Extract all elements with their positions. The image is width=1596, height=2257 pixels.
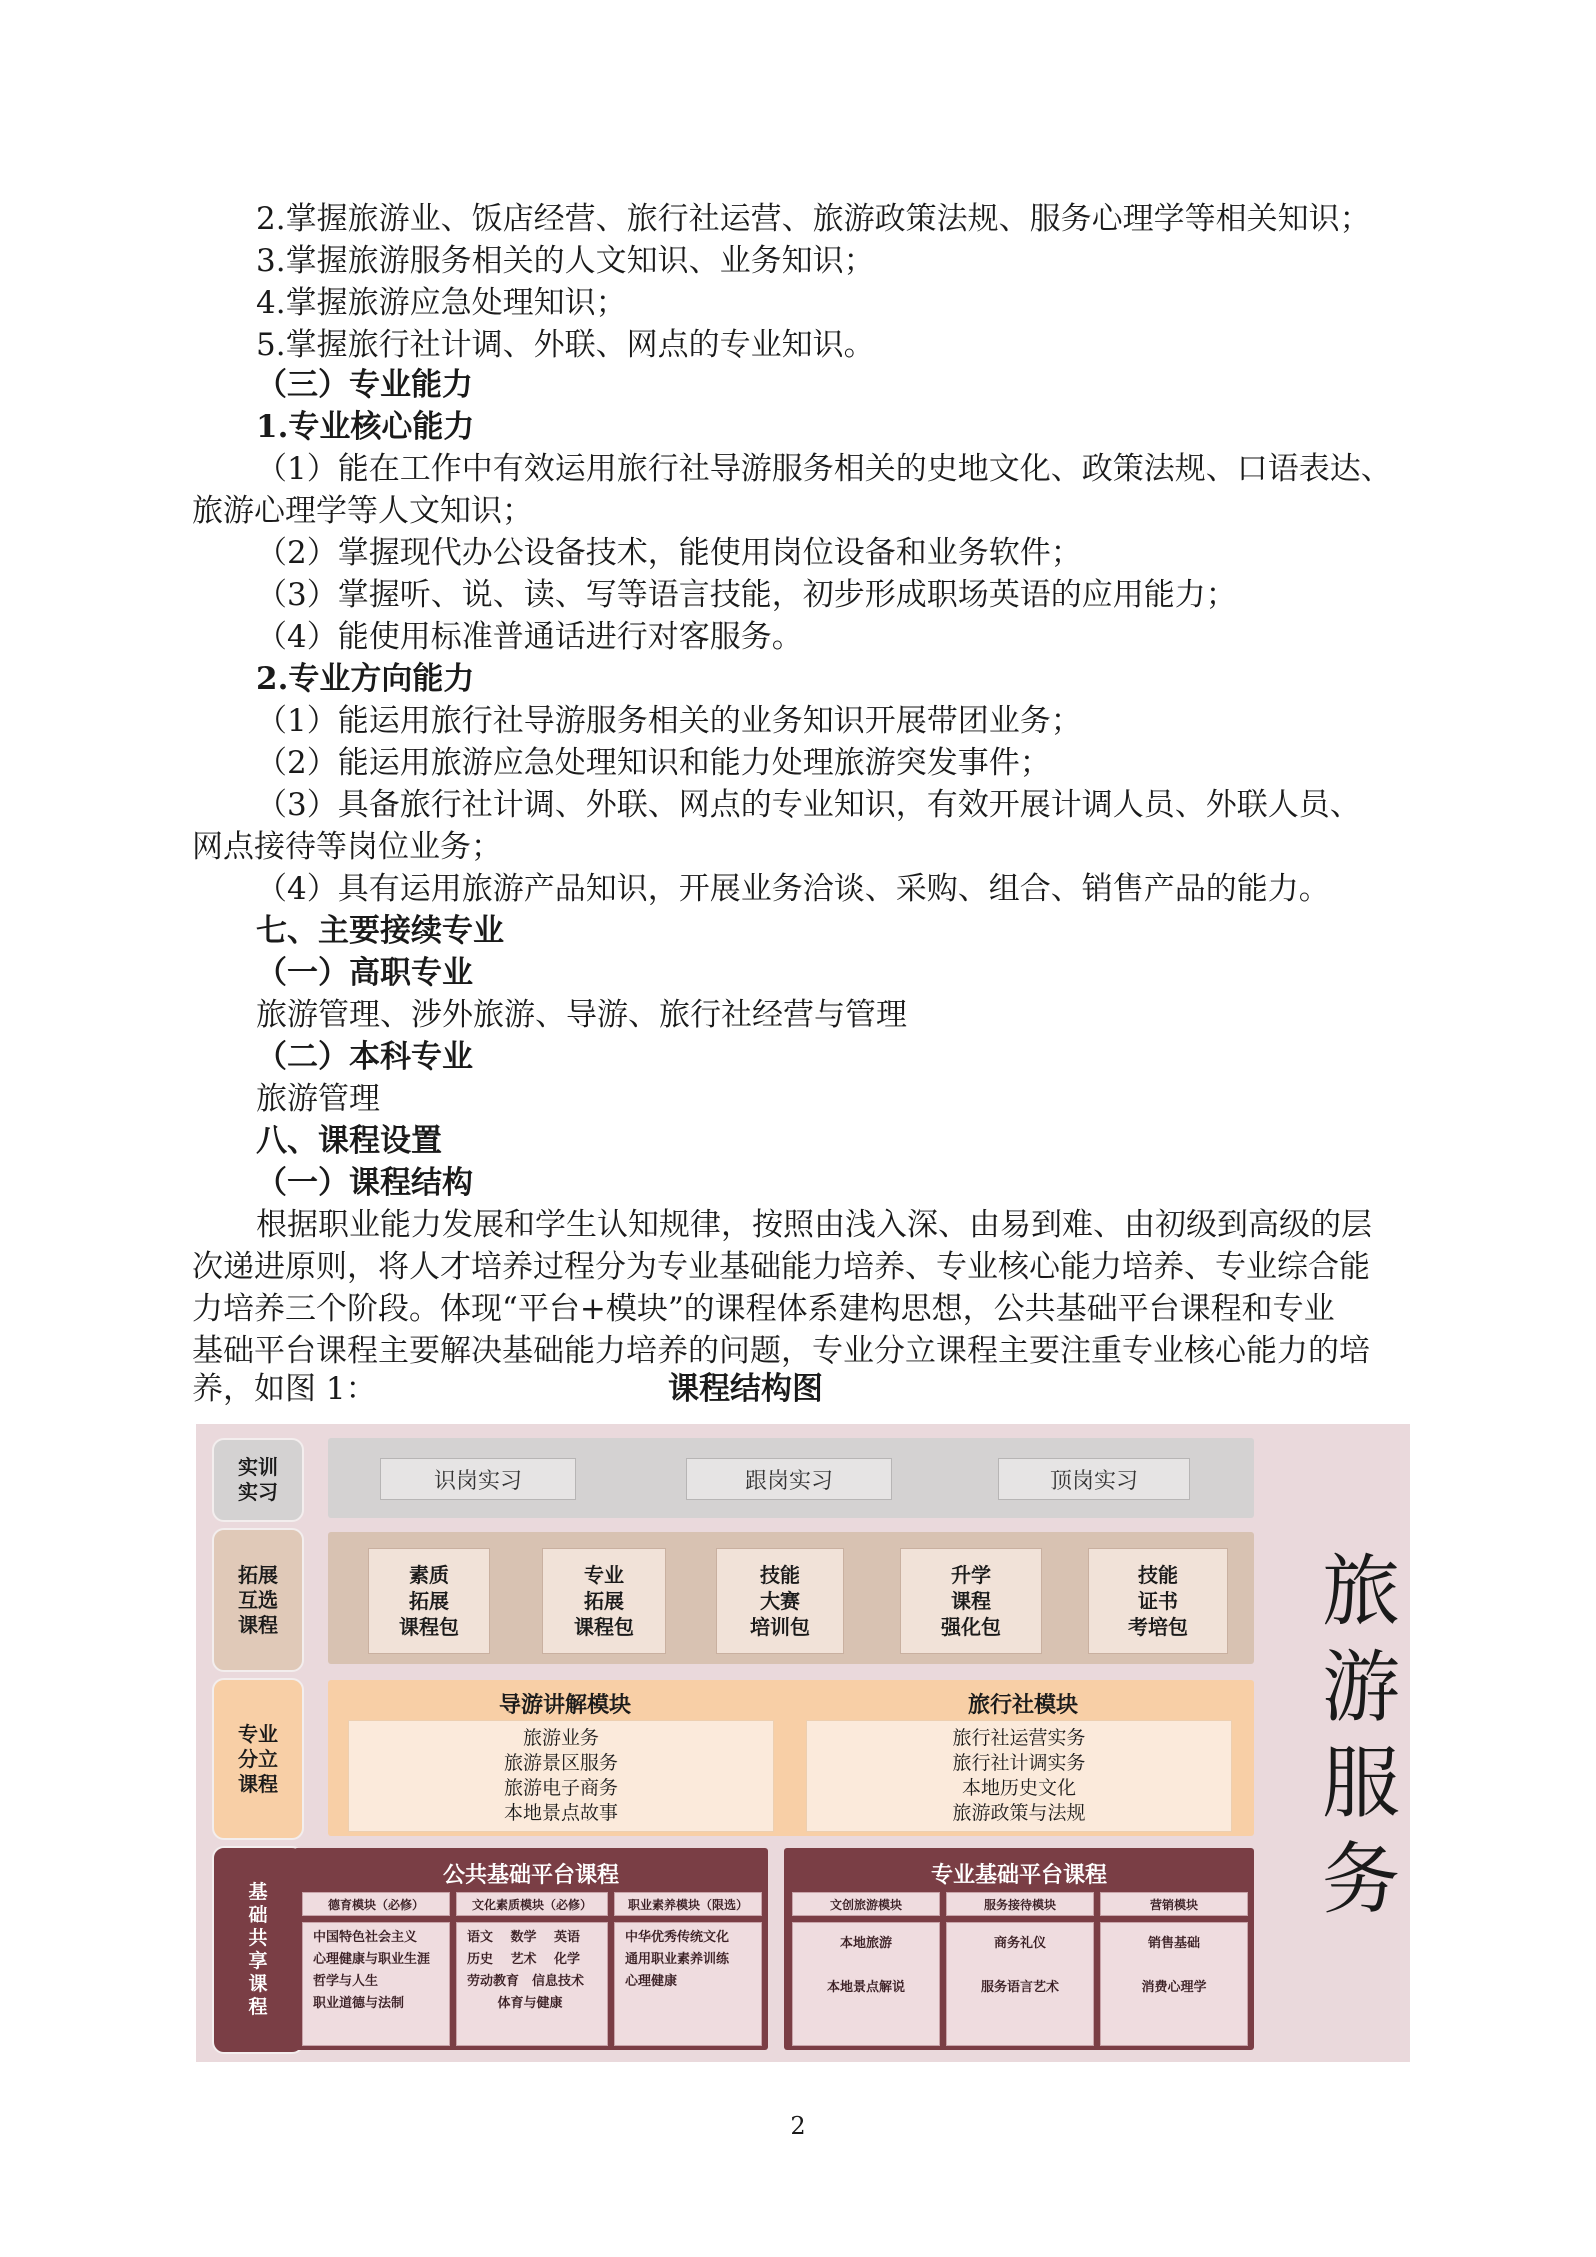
section-heading: 七、主要接续专业 <box>256 913 504 949</box>
text-line: 4.掌握旅游应急处理知识； <box>256 285 627 321</box>
public-tab: 文化素质模块（必修） <box>456 1892 608 1916</box>
text-line: 旅游心理学等人文知识； <box>192 493 533 529</box>
section-heading: （一）课程结构 <box>256 1165 473 1201</box>
internship-panel <box>328 1438 1254 1518</box>
module-title: 旅行社模块 <box>967 1693 1078 1718</box>
section-heading: 八、课程设置 <box>256 1123 442 1159</box>
text-line: （4）具有运用旅游产品知识，开展业务洽谈、采购、组合、销售产品的能力。 <box>256 871 1330 907</box>
expansion-package: 技能 大赛 培训包 <box>716 1548 844 1654</box>
section-heading: 2.专业方向能力 <box>256 661 475 697</box>
professional-courses: 销售基础 消费心理学 <box>1100 1922 1248 2046</box>
internship-item: 识岗实习 <box>380 1458 576 1500</box>
expansion-panel <box>328 1532 1254 1664</box>
text-line: （3）具备旅行社计调、外联、网点的专业知识，有效开展计调人员、外联人员、 <box>256 787 1361 823</box>
professional-tab: 服务接待模块 <box>946 1892 1094 1916</box>
text-line: （1）能运用旅行社导游服务相关的业务知识开展带团业务； <box>256 703 1082 739</box>
section-heading: （二）本科专业 <box>256 1039 473 1075</box>
diagram-side-title: 旅 游 服 务 <box>1321 1547 1400 1925</box>
figure-title: 课程结构图 <box>668 1371 823 1407</box>
row-label-expansion: 拓展 互选 课程 <box>212 1528 304 1672</box>
course-structure-diagram <box>196 1424 1410 2062</box>
internship-item: 跟岗实习 <box>686 1458 892 1500</box>
professional-platform-panel <box>784 1848 1254 2050</box>
section-heading: （一）高职专业 <box>256 955 473 991</box>
text-line: （2）掌握现代办公设备技术，能使用岗位设备和业务软件； <box>256 535 1082 571</box>
row-label-internship: 实训 实习 <box>212 1438 304 1522</box>
text-line: 5.掌握旅行社计调、外联、网点的专业知识。 <box>256 327 875 363</box>
expansion-package: 升学 课程 强化包 <box>900 1548 1042 1654</box>
text-line: 2.掌握旅游业、饭店经营、旅行社运营、旅游政策法规、服务心理学等相关知识； <box>256 201 1371 237</box>
module-title: 导游讲解模块 <box>498 1693 631 1718</box>
public-courses: 语文 数学 英语 历史 艺术 化学 劳动教育 信息技术 体育与健康 <box>456 1922 608 2046</box>
page-number: 2 <box>790 2112 806 2140</box>
row-label-foundation: 基 础 共 享 课 程 <box>212 1846 304 2054</box>
text-line: 旅游管理、涉外旅游、导游、旅行社经营与管理 <box>256 997 907 1033</box>
text-line: （4）能使用标准普通话进行对客服务。 <box>256 619 803 655</box>
public-courses: 中华优秀传统文化 通用职业素养训练 心理健康 <box>614 1922 762 2046</box>
professional-tab: 文创旅游模块 <box>792 1892 940 1916</box>
public-courses: 中国特色社会主义 心理健康与职业生涯 哲学与人生 职业道德与法制 <box>302 1922 450 2046</box>
text-line: （3）掌握听、说、读、写等语言技能，初步形成职场英语的应用能力； <box>256 577 1237 613</box>
text-line: （1）能在工作中有效运用旅行社导游服务相关的史地文化、政策法规、口语表达、 <box>256 451 1392 487</box>
section-heading: （三）专业能力 <box>256 367 473 403</box>
text-line: 力培养三个阶段。体现“平台+模块”的课程体系建构思想，公共基础平台课程和专业 <box>192 1291 1335 1327</box>
text-line: 基础平台课程主要解决基础能力培养的问题，专业分立课程主要注重专业核心能力的培 <box>192 1333 1370 1369</box>
public-tab: 职业素养模块（限选） <box>614 1892 762 1916</box>
specialized-panel <box>328 1680 1254 1836</box>
expansion-package: 技能 证书 考培包 <box>1088 1548 1228 1654</box>
public-platform-title: 公共基础平台课程 <box>442 1863 619 1888</box>
row-label-specialized: 专业 分立 课程 <box>212 1678 304 1840</box>
text-line: 3.掌握旅游服务相关的人文知识、业务知识； <box>256 243 875 279</box>
text-line: 次递进原则，将人才培养过程分为专业基础能力培养、专业核心能力培养、专业综合能 <box>192 1249 1370 1285</box>
text-line: （2）能运用旅游应急处理知识和能力处理旅游突发事件； <box>256 745 1051 781</box>
module-items: 旅游业务 旅游景区服务 旅游电子商务 本地景点故事 <box>348 1720 774 1832</box>
expansion-package: 素质 拓展 课程包 <box>368 1548 490 1654</box>
text-line: 网点接待等岗位业务； <box>192 829 502 865</box>
public-platform-panel <box>294 1848 768 2050</box>
section-heading: 1.专业核心能力 <box>256 409 475 445</box>
expansion-package: 专业 拓展 课程包 <box>542 1548 666 1654</box>
text-line: 养，如图 1： <box>192 1371 377 1407</box>
text-line: 旅游管理 <box>256 1081 380 1117</box>
text-line: 根据职业能力发展和学生认知规律，按照由浅入深、由易到难、由初级到高级的层 <box>256 1207 1372 1243</box>
module-items: 旅行社运营实务 旅行社计调实务 本地历史文化 旅游政策与法规 <box>806 1720 1232 1832</box>
professional-tab: 营销模块 <box>1100 1892 1248 1916</box>
public-tab: 德育模块（必修） <box>302 1892 450 1916</box>
internship-item: 顶岗实习 <box>998 1458 1190 1500</box>
professional-courses: 商务礼仪 服务语言艺术 <box>946 1922 1094 2046</box>
professional-courses: 本地旅游 本地景点解说 <box>792 1922 940 2046</box>
professional-platform-title: 专业基础平台课程 <box>930 1863 1107 1888</box>
